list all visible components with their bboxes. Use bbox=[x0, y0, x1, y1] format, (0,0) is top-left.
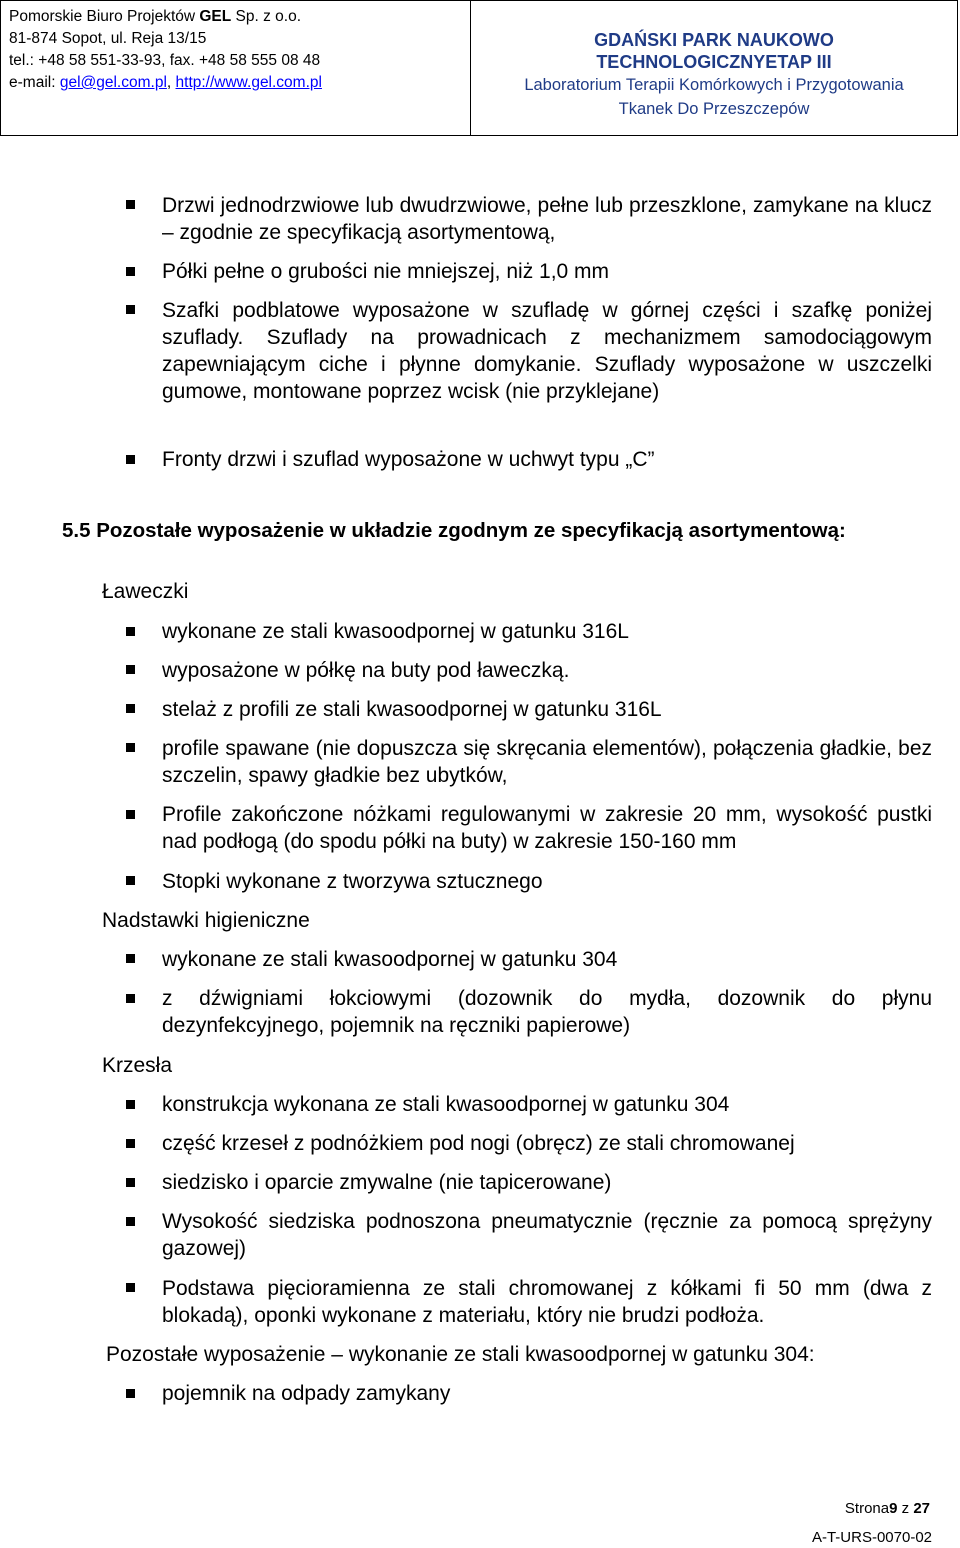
bullet-icon bbox=[126, 876, 135, 885]
page-header bbox=[0, 0, 958, 136]
list-item: Profile zakończone nóżkami regulowanymi w zakresie 20 mm, wysokość pustki nad podłogą (do spodu półki na buty) w zakresie 150-160 mm bbox=[162, 803, 932, 853]
list-item: wykonane ze stali kwasoodpornej w gatunku 316L bbox=[162, 620, 629, 643]
project-info bbox=[471, 1, 957, 135]
list-item: Podstawa pięcioramienna ze stali chromowanej z kółkami fi 50 mm (dwa z blokadą), oponki wykonane z materiału, który nie brudzi podłoża. bbox=[162, 1277, 932, 1327]
list-item: Stopki wykonane z tworzywa sztucznego bbox=[162, 870, 543, 893]
lab-name-line2: Tkanek Do Przeszczepów bbox=[618, 100, 810, 118]
email-link[interactable]: gel@gel.com.pl bbox=[59, 74, 167, 91]
list-item: Drzwi jednodrzwiowe lub dwudrzwiowe, pełne lub przeszklone, zamykane na klucz – zgodnie ze specyfikacją asortymentową, bbox=[162, 194, 932, 244]
bullet-icon bbox=[126, 1178, 135, 1187]
bullet-icon bbox=[126, 704, 135, 713]
page-number: Strona9 z 27 bbox=[844, 1500, 930, 1517]
subsection-title: Krzesła bbox=[102, 1054, 173, 1077]
list-item: Półki pełne o grubości nie mniejszej, niż 1,0 mm bbox=[162, 260, 610, 283]
bullet-icon bbox=[126, 1100, 135, 1109]
company-phone: tel.: +48 58 551-33-93, fax. +48 58 555 08 48 bbox=[9, 52, 321, 69]
bullet-icon bbox=[126, 455, 135, 464]
company-address: 81-874 Sopot, ul. Reja 13/15 bbox=[9, 30, 207, 47]
bullet-icon bbox=[126, 267, 135, 276]
list-item: wyposażone w półkę na buty pod ławeczką. bbox=[162, 659, 570, 682]
list-item: wykonane ze stali kwasoodpornej w gatunku 304 bbox=[162, 948, 618, 971]
website-link[interactable]: http://www.gel.com.pl bbox=[175, 74, 322, 91]
bullet-icon bbox=[126, 305, 135, 314]
company-contact: e-mail: gel@gel.com.pl, http://www.gel.com.pl bbox=[9, 74, 322, 91]
list-item: Szafki podblatowe wyposażone w szufladę w górnej części i szafkę poniżej szuflady. Szuflady na prowadnicach z mechanizmem samodociągowym zapewniającym ciche i płynne domykanie. Szuflady wyposażone w uszczelki gumowe, montowane poprzez wcisk (nie przyklejane) bbox=[162, 299, 932, 403]
bullet-icon bbox=[126, 1283, 135, 1292]
document-code: A-T-URS-0070-02 bbox=[811, 1529, 932, 1546]
park-name-line2: TECHNOLOGICZNYETAP III bbox=[596, 52, 832, 72]
list-item: Fronty drzwi i szuflad wyposażone w uchwyt typu „C” bbox=[162, 448, 655, 471]
bullet-icon bbox=[126, 1217, 135, 1226]
lab-name-line1: Laboratorium Terapii Komórkowych i Przygotowania bbox=[524, 76, 904, 94]
section-heading: 5.5 Pozostałe wyposażenie w układzie zgodnym ze specyfikacją asortymentową: bbox=[62, 519, 846, 542]
bullet-icon bbox=[126, 810, 135, 819]
list-item: Wysokość siedziska podnoszona pneumatycznie (ręcznie za pomocą sprężyny gazowej) bbox=[162, 1210, 932, 1260]
bullet-icon bbox=[126, 627, 135, 636]
company-info bbox=[1, 1, 471, 135]
list-item: konstrukcja wykonana ze stali kwasoodpornej w gatunku 304 bbox=[162, 1093, 730, 1116]
list-item: siedzisko i oparcie zmywalne (nie tapicerowane) bbox=[162, 1171, 612, 1194]
subsection-title: Pozostałe wyposażenie – wykonanie ze stali kwasoodpornej w gatunku 304: bbox=[106, 1343, 815, 1366]
bullet-icon bbox=[126, 665, 135, 674]
bullet-icon bbox=[126, 743, 135, 752]
list-item: pojemnik na odpady zamykany bbox=[162, 1382, 451, 1405]
list-item: profile spawane (nie dopuszcza się skręcania elementów), połączenia gładkie, bez szczelin, spawy gładkie bez ubytków, bbox=[162, 737, 932, 787]
bullet-icon bbox=[126, 1139, 135, 1148]
subsection-title: Nadstawki higieniczne bbox=[102, 909, 310, 932]
list-item: z dźwigniami łokciowymi (dozownik do mydła, dozownik do płynu dezynfekcyjnego, pojemnik na ręczniki papierowe) bbox=[162, 987, 932, 1037]
bullet-icon bbox=[126, 1389, 135, 1398]
list-item: część krzeseł z podnóżkiem pod nogi (obręcz) ze stali chromowanej bbox=[162, 1132, 795, 1155]
list-item: stelaż z profili ze stali kwasoodpornej w gatunku 316L bbox=[162, 698, 662, 721]
company-name: Pomorskie Biuro Projektów GEL Sp. z o.o. bbox=[9, 8, 302, 25]
park-name-line1: GDAŃSKI PARK NAUKOWO bbox=[594, 30, 834, 50]
bullet-icon bbox=[126, 954, 135, 963]
bullet-icon bbox=[126, 994, 135, 1003]
bullet-icon bbox=[126, 200, 135, 209]
subsection-title: Ławeczki bbox=[102, 580, 189, 603]
